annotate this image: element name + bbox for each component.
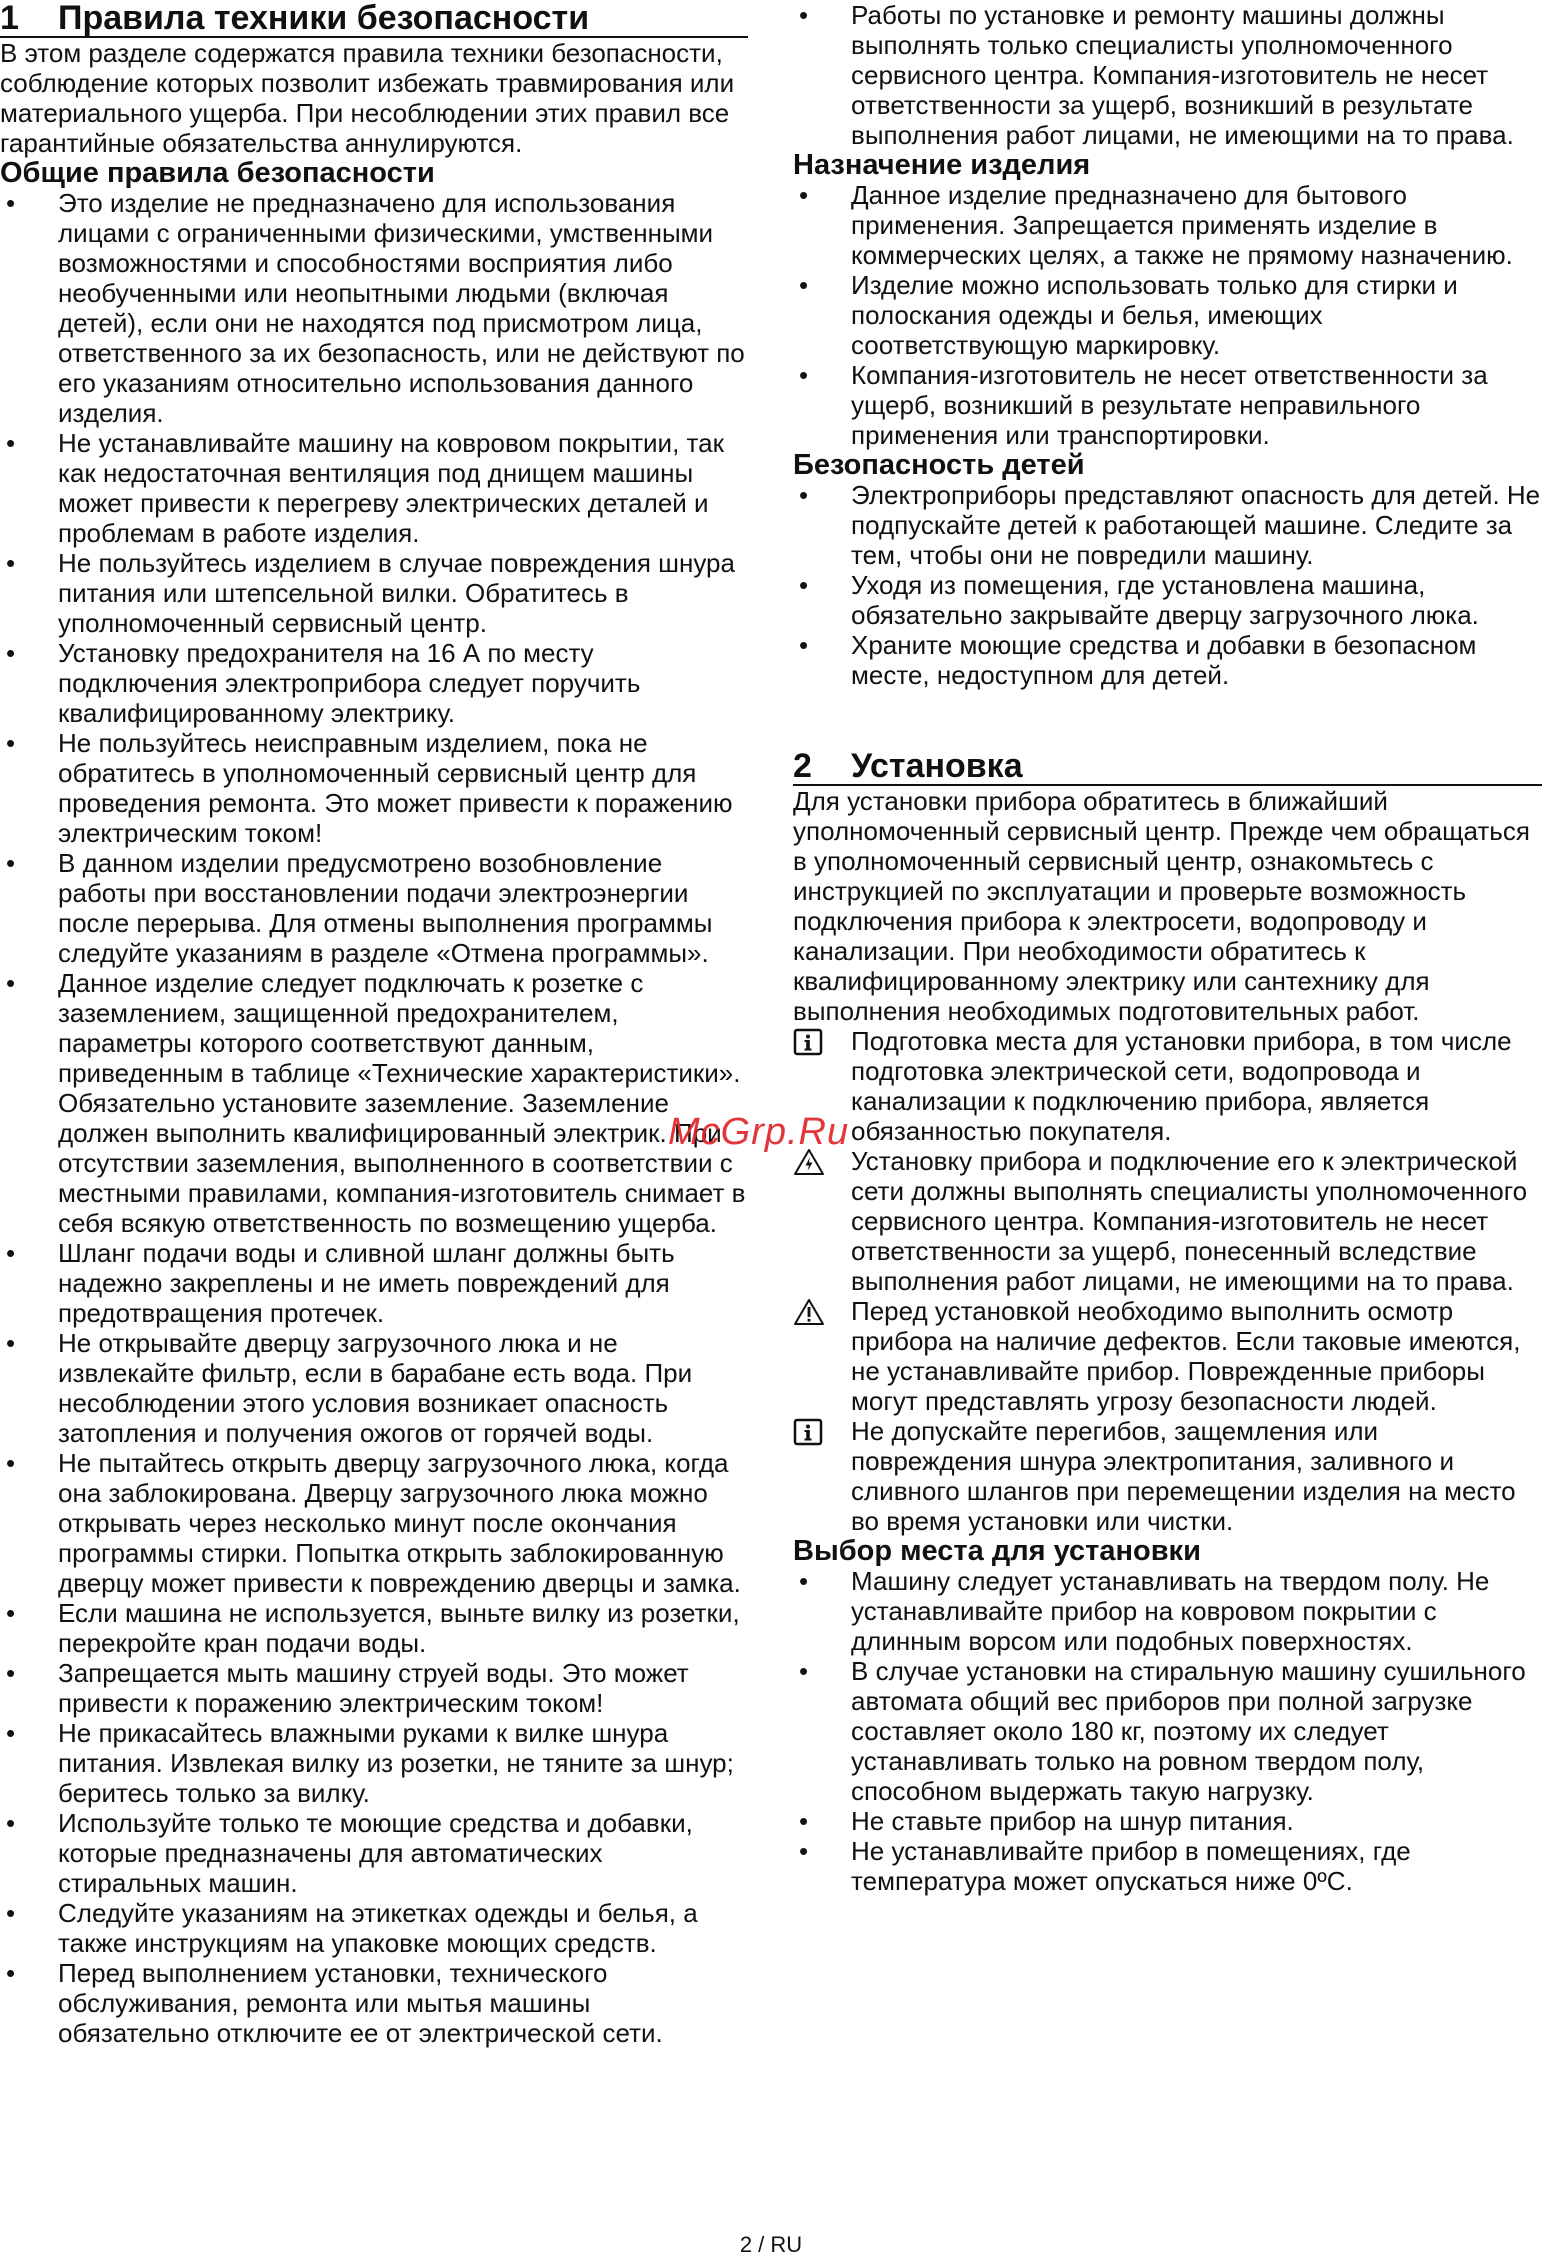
note-text: Перед установкой необходимо выполнить осмотр прибора на наличие дефектов. Если таковые имеются, не устанавливайте прибор. Поврежденные приборы могут представлять угрозу безопасности людей. — [851, 1296, 1521, 1416]
list-item: • Если машина не используется, выньте вилку из розетки, перекройте кран подачи воды. — [0, 1598, 748, 1658]
list-item: • Данное изделие следует подключать к розетке с заземлением, защищенной предохранителем, параметры которого соответствуют данным, приведенным в таблице «Технические характеристики». Обязательно установите заземление. Заземление должен выполнить квалифицированный электрик. При отсутствии заземления, выполненного в соответствии с местными правилами, компания-изготовитель снимает в себя всякую ответственность по возмещению ущерба. — [0, 968, 748, 1238]
list-item: • Не пользуйтесь неисправным изделием, пока не обратитесь в уполномоченный сервисный центр для проведения ремонта. Это может привести к поражению электрическим током! — [0, 728, 748, 848]
list-item: • Не устанавливайте прибор в помещениях, где температура может опускаться ниже 0ºC. — [793, 1836, 1542, 1896]
chapter-2-heading — [793, 748, 1542, 786]
chapter-title: Правила техники безопасности — [58, 0, 590, 37]
list-item: • Не ставьте прибор на шнур питания. — [793, 1806, 1542, 1836]
chapter-number: 1 — [0, 0, 19, 37]
list-item: • Работы по установке и ремонту машины должны выполнять только специалисты уполномоченного сервисного центра. Компания-изготовитель не несет ответственности за ущерб, возникший в результате выполнения работ лицами, не имеющими на то права. — [793, 0, 1542, 150]
list-item: • Установку предохранителя на 16 А по месту подключения электроприбора следует поручить квалифицированному электрику. — [0, 638, 748, 728]
list-item: • Не открывайте дверцу загрузочного люка и не извлекайте фильтр, если в барабане есть вода. При несоблюдении этого условия возникает опасность затопления и получения ожогов от горячей воды. — [0, 1328, 748, 1448]
general-safety-list — [0, 188, 748, 2048]
chapter-title: Установка — [851, 747, 1023, 785]
chapter-1-heading — [0, 0, 748, 38]
list-item: • Не устанавливайте машину на ковровом покрытии, так как недостаточная вентиляция под днищем машины может привести к перегреву электрических деталей и проблемам в работе изделия. — [0, 428, 748, 548]
list-item: • Перед выполнением установки, технического обслуживания, ремонта или мытья машины обязательно отключите ее от электрической сети. — [0, 1958, 748, 2048]
list-item: • Данное изделие предназначено для бытового применения. Запрещается применять изделие в коммерческих целях, а также не прямому назначению. — [793, 180, 1542, 270]
list-item: • Не пытайтесь открыть дверцу загрузочного люка, когда она заблокирована. Дверцу загрузочного люка можно открывать через несколько минут после окончания программы стирки. Попытка открыть заблокированную дверцу может привести к повреждению дверцы и замка. — [0, 1448, 748, 1598]
right-column — [793, 0, 1542, 1896]
section-spacer — [793, 690, 1542, 748]
list-item: • В данном изделии предусмотрено возобновление работы при восстановлении подачи электроэнергии после перерыва. Для отмены выполнения программы следуйте указаниям в разделе «Отмена программы». — [0, 848, 748, 968]
warning-icon — [793, 1298, 823, 1326]
note-text: Установку прибора и подключение его к электрической сети должны выполнять специалисты уполномоченного сервисного центра. Компания-изготовитель не несет ответственности за ущерб, понесенный вследствие выполнения работ лицами, не имеющими на то права. — [851, 1146, 1528, 1296]
list-item: • Не пользуйтесь изделием в случае повреждения шнура питания или штепсельной вилки. Обратитесь в уполномоченный сервисный центр. — [0, 548, 748, 638]
list-item: • Не прикасайтесь влажными руками к вилке шнура питания. Извлекая вилку из розетки, не тяните за шнур; беритесь только за вилку. — [0, 1718, 748, 1808]
list-item: • Шланг подачи воды и сливной шланг должны быть надежно закреплены и не иметь повреждений для предотвращения протечек. — [0, 1238, 748, 1328]
note-info-cables — [793, 1416, 1542, 1536]
location-list — [793, 1566, 1542, 1896]
site-watermark: McGrp.Ru — [668, 1111, 850, 1153]
list-item: • Компания-изготовитель не несет ответственности за ущерб, возникший в результате неправильного применения или транспортировки. — [793, 360, 1542, 450]
note-inspection-warning — [793, 1296, 1542, 1416]
list-item: • Уходя из помещения, где установлена машина, обязательно закрывайте дверцу загрузочного люка. — [793, 570, 1542, 630]
info-icon — [793, 1028, 823, 1056]
location-heading: Выбор места для установки — [793, 1535, 1201, 1567]
installation-intro: Для установки прибора обратитесь в ближайший уполномоченный сервисный центр. Прежде чем обращаться в уполномоченный сервисный центр, ознакомьтесь с инструкцией по эксплуатации и проверьте возможность подключения прибора к электросети, водопроводу и канализации. При необходимости обратитесь к квалифицированному электрику или сантехнику для выполнения необходимых подготовительных работ. — [793, 786, 1530, 1026]
purpose-heading: Назначение изделия — [793, 149, 1091, 181]
left-column — [0, 0, 748, 2048]
list-item: • Изделие можно использовать только для стирки и полоскания одежды и белья, имеющих соответствующую маркировку. — [793, 270, 1542, 360]
safety-intro: В этом разделе содержатся правила техники безопасности, соблюдение которых позволит избежать травмирования или материального ущерба. При несоблюдении этих правил все гарантийные обязательства аннулируются. — [0, 38, 735, 158]
purpose-list — [793, 180, 1542, 450]
page-number-footer: 2 / RU — [739, 2232, 803, 2257]
list-item: • Это изделие не предназначено для использования лицами с ограниченными физическими, умственными возможностями и способностями восприятия либо необученными или неопытными людьми (включая детей), если они не находятся под присмотром лица, ответственного за их безопасность, или не действуют по его указаниям относительно использования данного изделия. — [0, 188, 748, 428]
child-safety-heading: Безопасность детей — [793, 449, 1085, 481]
info-icon — [793, 1418, 823, 1446]
chapter-number: 2 — [793, 747, 812, 785]
child-safety-list — [793, 480, 1542, 690]
list-item: • Электроприборы представляют опасность для детей. Не подпускайте детей к работающей машине. Следите за тем, чтобы они не повредили машину. — [793, 480, 1542, 570]
general-safety-heading: Общие правила безопасности — [0, 157, 435, 189]
list-item: • Используйте только те моющие средства и добавки, которые предназначены для автоматических стиральных машин. — [0, 1808, 748, 1898]
list-item: • Запрещается мыть машину струей воды. Это может привести к поражению электрическим током! — [0, 1658, 748, 1718]
list-item: • Храните моющие средства и добавки в безопасном месте, недоступном для детей. — [793, 630, 1542, 690]
note-electric-warning — [793, 1146, 1542, 1296]
list-item: • Машину следует устанавливать на твердом полу. Не устанавливайте прибор на ковровом покрытии с длинным ворсом или подобных поверхностях. — [793, 1566, 1542, 1656]
general-safety-list-continued — [793, 0, 1542, 150]
note-text: Подготовка места для установки прибора, в том числе подготовка электрической сети, водопровода и канализации к подключению прибора, является обязанностью покупателя. — [851, 1026, 1512, 1146]
list-item: • В случае установки на стиральную машину сушильного автомата общий вес приборов при полной загрузке составляет около 180 кг, поэтому их следует устанавливать только на ровном твердом полу, способном выдержать такую нагрузку. — [793, 1656, 1542, 1806]
list-item: • Следуйте указаниям на этикетках одежды и белья, а также инструкциям на упаковке моющих средств. — [0, 1898, 748, 1958]
note-text: Не допускайте перегибов, защемления или повреждения шнура электропитания, заливного и сливного шлангов при перемещении изделия на место во время установки или чистки. — [851, 1416, 1516, 1536]
note-info-preparation — [793, 1026, 1542, 1146]
